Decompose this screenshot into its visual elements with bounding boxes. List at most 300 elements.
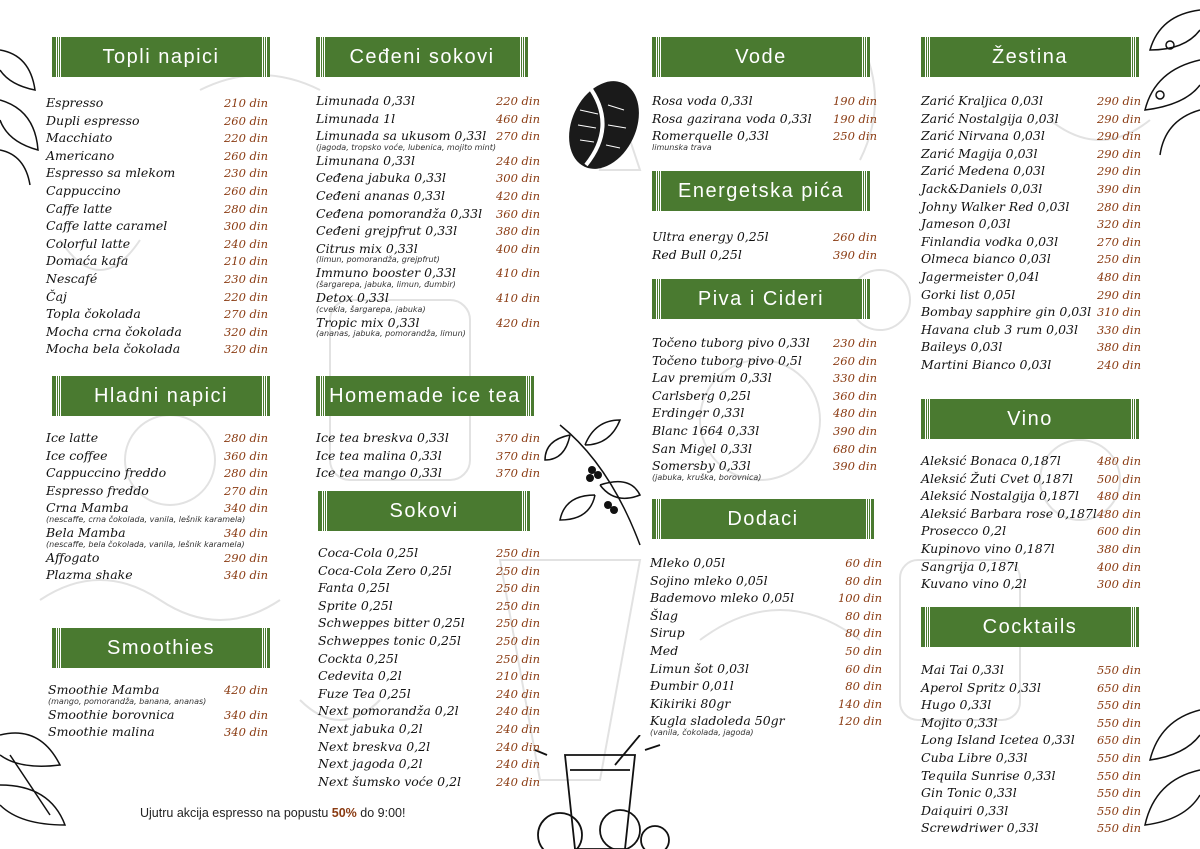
menu-item-row [652,335,877,353]
menu-item [652,423,877,441]
item-list-smoothies [46,682,268,742]
promo-note [140,806,405,820]
menu-item-price: 550 din [1096,803,1141,818]
menu-item-row [46,430,268,448]
menu-item-row [921,287,1141,305]
menu-item-row [921,251,1141,269]
menu-item-row [921,680,1141,698]
menu-item [48,707,268,725]
menu-item-row [650,608,882,626]
section-title: Homemade ice tea [329,384,521,407]
menu-item-price: 80 din [845,608,882,623]
menu-item-note: (ananas, jabuka, pomorandža, limun) [316,329,466,339]
menu-item-price: 190 din [832,111,877,126]
menu-item-name: Smoothie malina [48,724,155,740]
menu-item-name: Next jabuka 0,2l [318,720,423,736]
menu-item [318,651,540,669]
menu-item-price: 480 din [1096,269,1141,284]
menu-item-price: 210 din [495,669,540,684]
menu-item [46,483,268,501]
menu-item-price: 210 din [223,254,268,269]
menu-item-price: 270 din [495,129,540,144]
menu-item-name: Next breskva 0,2l [318,738,431,754]
section-vode [652,37,877,153]
menu-item [316,241,540,265]
banner-smoothies [52,628,270,668]
menu-item-row [46,218,268,236]
menu-item-price: 290 din [1096,287,1141,302]
section-topli-napici [46,37,268,359]
menu-item-name: Schweppes tonic 0,25l [318,632,461,648]
section-homemade-ice-tea [316,376,540,483]
menu-item-name: Sojino mleko 0,05l [650,572,768,588]
menu-item-name: Bademovo mleko 0,05l [650,590,795,606]
menu-item-price: 240 din [495,721,540,736]
menu-item-row [46,253,268,271]
menu-item [921,128,1141,146]
menu-item-row [921,541,1141,559]
banner-cedjeni-sokovi [316,37,528,77]
menu-item-row [318,739,540,757]
menu-item-row [46,148,268,166]
section-title: Cocktails [982,615,1078,638]
menu-item-row [318,633,540,651]
menu-item-name: San Migel 0,33l [652,440,753,456]
promo-discount: 50% [331,806,357,820]
menu-item-name: Jameson 0,03l [921,216,1011,232]
menu-item [652,458,877,482]
menu-item-price: 290 din [1096,129,1141,144]
menu-item [652,247,877,265]
menu-item-price: 290 din [1096,94,1141,108]
menu-item-name: Carlsberg 0,25l [652,387,751,403]
menu-item-row [316,93,540,111]
menu-item-price: 600 din [1096,524,1141,539]
menu-item-price: 250 din [495,546,540,560]
menu-item-row [921,357,1141,375]
menu-item-row [921,304,1141,322]
menu-item-price: 380 din [495,224,540,239]
menu-item [46,448,268,466]
menu-item-price: 650 din [1096,680,1141,695]
menu-item-row [921,128,1141,146]
menu-item [316,465,540,483]
menu-item-row [46,289,268,307]
menu-item-row [46,341,268,359]
menu-item-name: Topla čokolada [46,306,141,322]
menu-item [318,756,540,774]
menu-item [921,322,1141,340]
menu-item-name: Johny Walker Red 0,03l [921,198,1070,214]
section-piva-i-cideri [652,279,877,483]
menu-item [318,703,540,721]
menu-item-row [316,223,540,241]
menu-item [46,306,268,324]
menu-item-name: Mojito 0,33l [921,714,998,730]
menu-item [650,643,882,661]
menu-item-price: 320 din [223,324,268,339]
banner-energetska-pica [652,171,870,211]
menu-item-row [921,576,1141,594]
menu-item-name: Zarić Kraljica 0,03l [921,93,1043,108]
menu-item-name: Martini Bianco 0,03l [921,356,1052,372]
menu-item-name: Kikiriki 80gr [650,695,731,711]
menu-item [921,216,1141,234]
banner-sokovi [318,491,530,531]
menu-item-price: 240 din [223,236,268,251]
menu-item [921,251,1141,269]
menu-item-name: Mocha crna čokolada [46,323,182,339]
menu-item [921,541,1141,559]
menu-item-name: Čaj [46,288,67,304]
menu-item [921,750,1141,768]
menu-item [921,269,1141,287]
menu-item-price: 250 din [495,563,540,578]
menu-item-price: 410 din [495,290,540,305]
menu-item-price: 370 din [495,466,540,481]
menu-item-row [650,661,882,679]
menu-item-note: (jabuka, kruška, borovnica) [652,472,762,482]
menu-item-price: 650 din [1096,733,1141,748]
menu-item [921,697,1141,715]
section-vino [921,399,1141,594]
menu-item-name: Tropic mix 0,33l [316,314,420,330]
section-energetska-pica [652,171,877,264]
menu-item-price: 480 din [1096,489,1141,504]
menu-item-price: 420 din [223,683,268,697]
menu-item-row [46,306,268,324]
menu-item-price: 210 din [223,96,268,110]
menu-item-price: 550 din [1096,750,1141,765]
menu-item-name: Finlandia vodka 0,03l [921,233,1059,249]
menu-item-price: 390 din [1096,181,1141,196]
menu-item-price: 100 din [837,591,882,606]
menu-item-name: Aleksić Žuti Cvet 0,187l [921,470,1073,486]
menu-item-name: Bombay sapphire gin 0,03l [921,304,1092,320]
menu-item [316,448,540,466]
menu-item-name: Smoothie borovnica [48,706,175,722]
menu-item-price: 280 din [223,431,268,445]
menu-item-name: Baileys 0,03l [921,339,1003,355]
menu-item-row [921,269,1141,287]
coffee-branch-illustration [540,415,650,550]
menu-item [48,682,268,706]
menu-item-price: 390 din [832,459,877,474]
menu-item [921,662,1141,680]
menu-item-price: 230 din [223,166,268,181]
menu-item-price: 320 din [223,342,268,357]
item-list-vode [652,93,877,152]
menu-item-row [46,201,268,219]
menu-item-row [650,643,882,661]
section-smoothies [46,628,268,742]
menu-item [652,388,877,406]
menu-item-price: 240 din [1096,357,1141,372]
menu-item [318,563,540,581]
menu-item-price: 480 din [832,406,877,421]
menu-item-note: (šargarepa, jabuka, limun, đumbir) [316,279,456,289]
menu-item [316,290,540,314]
menu-item [921,93,1141,111]
menu-item-price: 280 din [223,466,268,481]
menu-item [46,183,268,201]
section-title: Ceđeni sokovi [349,45,495,68]
menu-item-price: 360 din [832,388,877,403]
menu-item-price: 250 din [495,616,540,631]
menu-item-name: Ice latte [46,430,99,445]
section-cedjeni-sokovi [316,37,540,339]
menu-item-row [921,181,1141,199]
menu-item [921,146,1141,164]
menu-item [46,218,268,236]
menu-item-price: 550 din [1096,715,1141,730]
menu-item-price: 240 din [495,704,540,719]
menu-item-name: Hugo 0,33l [921,697,992,713]
section-title: Žestina [991,45,1069,68]
menu-item-price: 220 din [223,131,268,146]
menu-item-name: Erdinger 0,33l [652,405,745,421]
section-cocktails [921,607,1141,838]
menu-item [318,545,540,563]
menu-item-name: Colorful latte [46,235,131,251]
menu-item-price: 250 din [495,598,540,613]
menu-item-name: Limun šot 0,03l [650,660,749,676]
menu-item-price: 240 din [495,739,540,754]
menu-item [650,555,882,573]
menu-item-row [318,686,540,704]
item-list-cedjeni [316,93,540,338]
menu-item-price: 400 din [495,241,540,256]
menu-item [921,199,1141,217]
menu-item [318,615,540,633]
menu-item-name: Crna Mamba [46,500,129,516]
menu-item-row [652,111,877,129]
menu-item-name: Somersby 0,33l [652,458,751,474]
menu-item-price: 240 din [495,153,540,168]
menu-item-row [316,188,540,206]
menu-item-name: Zarić Nostalgija 0,03l [921,110,1059,126]
menu-item-row [921,662,1141,680]
menu-item-price: 380 din [1096,541,1141,556]
menu-item [316,206,540,224]
menu-item-name: Daiquiri 0,33l [921,802,1009,818]
menu-item-row [921,471,1141,489]
menu-item-price: 390 din [832,247,877,262]
menu-item-name: Aperol Spritz 0,33l [921,679,1041,695]
item-list-sokovi [318,545,540,791]
menu-item-price: 680 din [832,441,877,456]
menu-item-name: Ultra energy 0,25l [652,229,769,244]
menu-item [650,696,882,714]
menu-item [46,271,268,289]
menu-item [316,265,540,289]
item-list-icetea [316,430,540,483]
menu-item-row [316,153,540,171]
menu-item [921,506,1141,524]
section-title: Smoothies [107,636,215,659]
menu-item [650,713,882,737]
menu-item-row [46,448,268,466]
menu-item-name: Havana club 3 rum 0,03l [921,321,1078,337]
menu-item [921,163,1141,181]
menu-item-price: 500 din [1096,471,1141,486]
menu-item-note: (limun, pomorandža, grejpfrut) [316,255,440,265]
menu-item-name: Domaća kafa [46,253,129,269]
menu-item-row [921,339,1141,357]
menu-item-row [48,724,268,742]
menu-item-name: Cappuccino [46,182,121,198]
menu-item-name: Coca-Cola 0,25l [318,545,419,560]
menu-item-price: 550 din [1096,768,1141,783]
menu-item-row [921,146,1141,164]
menu-item-name: Affogato [46,549,100,565]
menu-item [318,633,540,651]
menu-item-price: 300 din [1096,577,1141,592]
menu-item-row [921,322,1141,340]
menu-item-price: 320 din [1096,217,1141,232]
menu-item-name: Ceđena jabuka 0,33l [316,170,447,186]
menu-item-name: Gin Tonic 0,33l [921,785,1017,801]
juice-glass-illustration [525,735,675,849]
menu-item-price: 370 din [495,448,540,463]
menu-item [46,525,268,549]
menu-item-name: Limunada sa ukusom 0,33l [316,128,487,144]
menu-item-row [921,750,1141,768]
menu-item [650,661,882,679]
menu-item-row [46,483,268,501]
menu-item [46,465,268,483]
menu-item-name: Prosecco 0,2l [921,523,1007,539]
menu-item-name: Bela Mamba [46,524,126,540]
menu-item-name: Med [650,642,679,658]
menu-item-name: Gorki list 0,05l [921,286,1016,302]
menu-item [650,590,882,608]
menu-item-row [921,111,1141,129]
menu-item-price: 550 din [1096,821,1141,836]
menu-item [652,93,877,111]
menu-item-price: 300 din [495,171,540,186]
menu-item-row [650,696,882,714]
item-list-energetska [652,229,877,264]
menu-item-row [652,247,877,265]
menu-item [48,724,268,742]
menu-item [316,170,540,188]
menu-item-row [652,388,877,406]
section-title: Hladni napici [93,384,228,407]
menu-item-price: 290 din [1096,164,1141,179]
menu-item [316,223,540,241]
menu-item [46,289,268,307]
menu-item-name: Nescafé [46,270,98,286]
menu-item-name: Detox 0,33l [316,289,389,305]
menu-item [652,370,877,388]
menu-item-row [652,405,877,423]
menu-item [318,774,540,792]
menu-item [46,500,268,524]
menu-item-row [921,163,1141,181]
menu-item [650,573,882,591]
menu-item [921,785,1141,803]
menu-item-name: Rosa voda 0,33l [652,93,753,108]
menu-item-name: Espresso freddo [46,482,149,498]
menu-item-note: (jagoda, tropsko voće, lubenica, mojito mint) [316,142,496,152]
menu-item-price: 50 din [845,643,882,658]
menu-item-row [46,236,268,254]
menu-item-row [921,803,1141,821]
menu-item-price: 330 din [1096,322,1141,337]
menu-item-price: 300 din [223,219,268,234]
menu-item-row [46,567,268,585]
menu-item-name: Red Bull 0,25l [652,246,742,262]
menu-item-name: Citrus mix 0,33l [316,240,418,256]
menu-item-name: Mleko 0,05l [650,555,726,570]
menu-item-name: Limunana 0,33l [316,152,416,168]
menu-item [921,181,1141,199]
menu-item-name: Espresso sa mlekom [46,165,176,181]
menu-item-name: Fanta 0,25l [318,580,390,596]
menu-item [921,471,1141,489]
menu-item-price: 340 din [223,501,268,516]
menu-item [318,721,540,739]
menu-item [921,715,1141,733]
menu-item [921,339,1141,357]
menu-item-price: 290 din [1096,146,1141,161]
menu-item-price: 190 din [832,94,877,108]
menu-item-price: 140 din [837,696,882,711]
menu-item-price: 400 din [1096,559,1141,574]
menu-item-row [46,130,268,148]
menu-item [921,357,1141,375]
menu-item [652,405,877,423]
menu-item-row [650,625,882,643]
menu-item-name: Long Island Icetea 0,33l [921,732,1075,748]
menu-item-row [921,785,1141,803]
menu-item-row [921,199,1141,217]
menu-item-price: 240 din [495,774,540,789]
menu-item-row [316,206,540,224]
menu-item [46,130,268,148]
menu-item [921,234,1141,252]
menu-item [316,430,540,448]
menu-item [921,111,1141,129]
menu-item-name: Ceđena pomorandža 0,33l [316,205,483,221]
menu-item-name: Smoothie Mamba [48,682,160,697]
menu-item-price: 80 din [845,573,882,588]
menu-item-row [46,95,268,113]
menu-item-name: Plazma shake [46,567,133,583]
menu-item [921,820,1141,838]
item-list-zestina [921,93,1141,375]
item-list-piva [652,335,877,482]
banner-cocktails [921,607,1139,647]
menu-item-name: Sirup [650,625,685,641]
menu-item [650,608,882,626]
menu-item-price: 250 din [495,651,540,666]
menu-item-name: Točeno tuborg pivo 0,33l [652,335,810,350]
menu-item [921,576,1141,594]
menu-item-row [46,113,268,131]
menu-item-price: 260 din [223,148,268,163]
menu-item-name: Cappuccino freddo [46,465,167,481]
menu-item-price: 340 din [223,525,268,540]
menu-item-price: 120 din [837,714,882,729]
menu-item-row [921,506,1141,524]
menu-item [46,113,268,131]
menu-item-row [316,430,540,448]
menu-item-price: 240 din [495,757,540,772]
menu-item-name: Next šumsko voće 0,2l [318,773,462,789]
menu-item-name: Limunada 0,33l [316,93,415,108]
